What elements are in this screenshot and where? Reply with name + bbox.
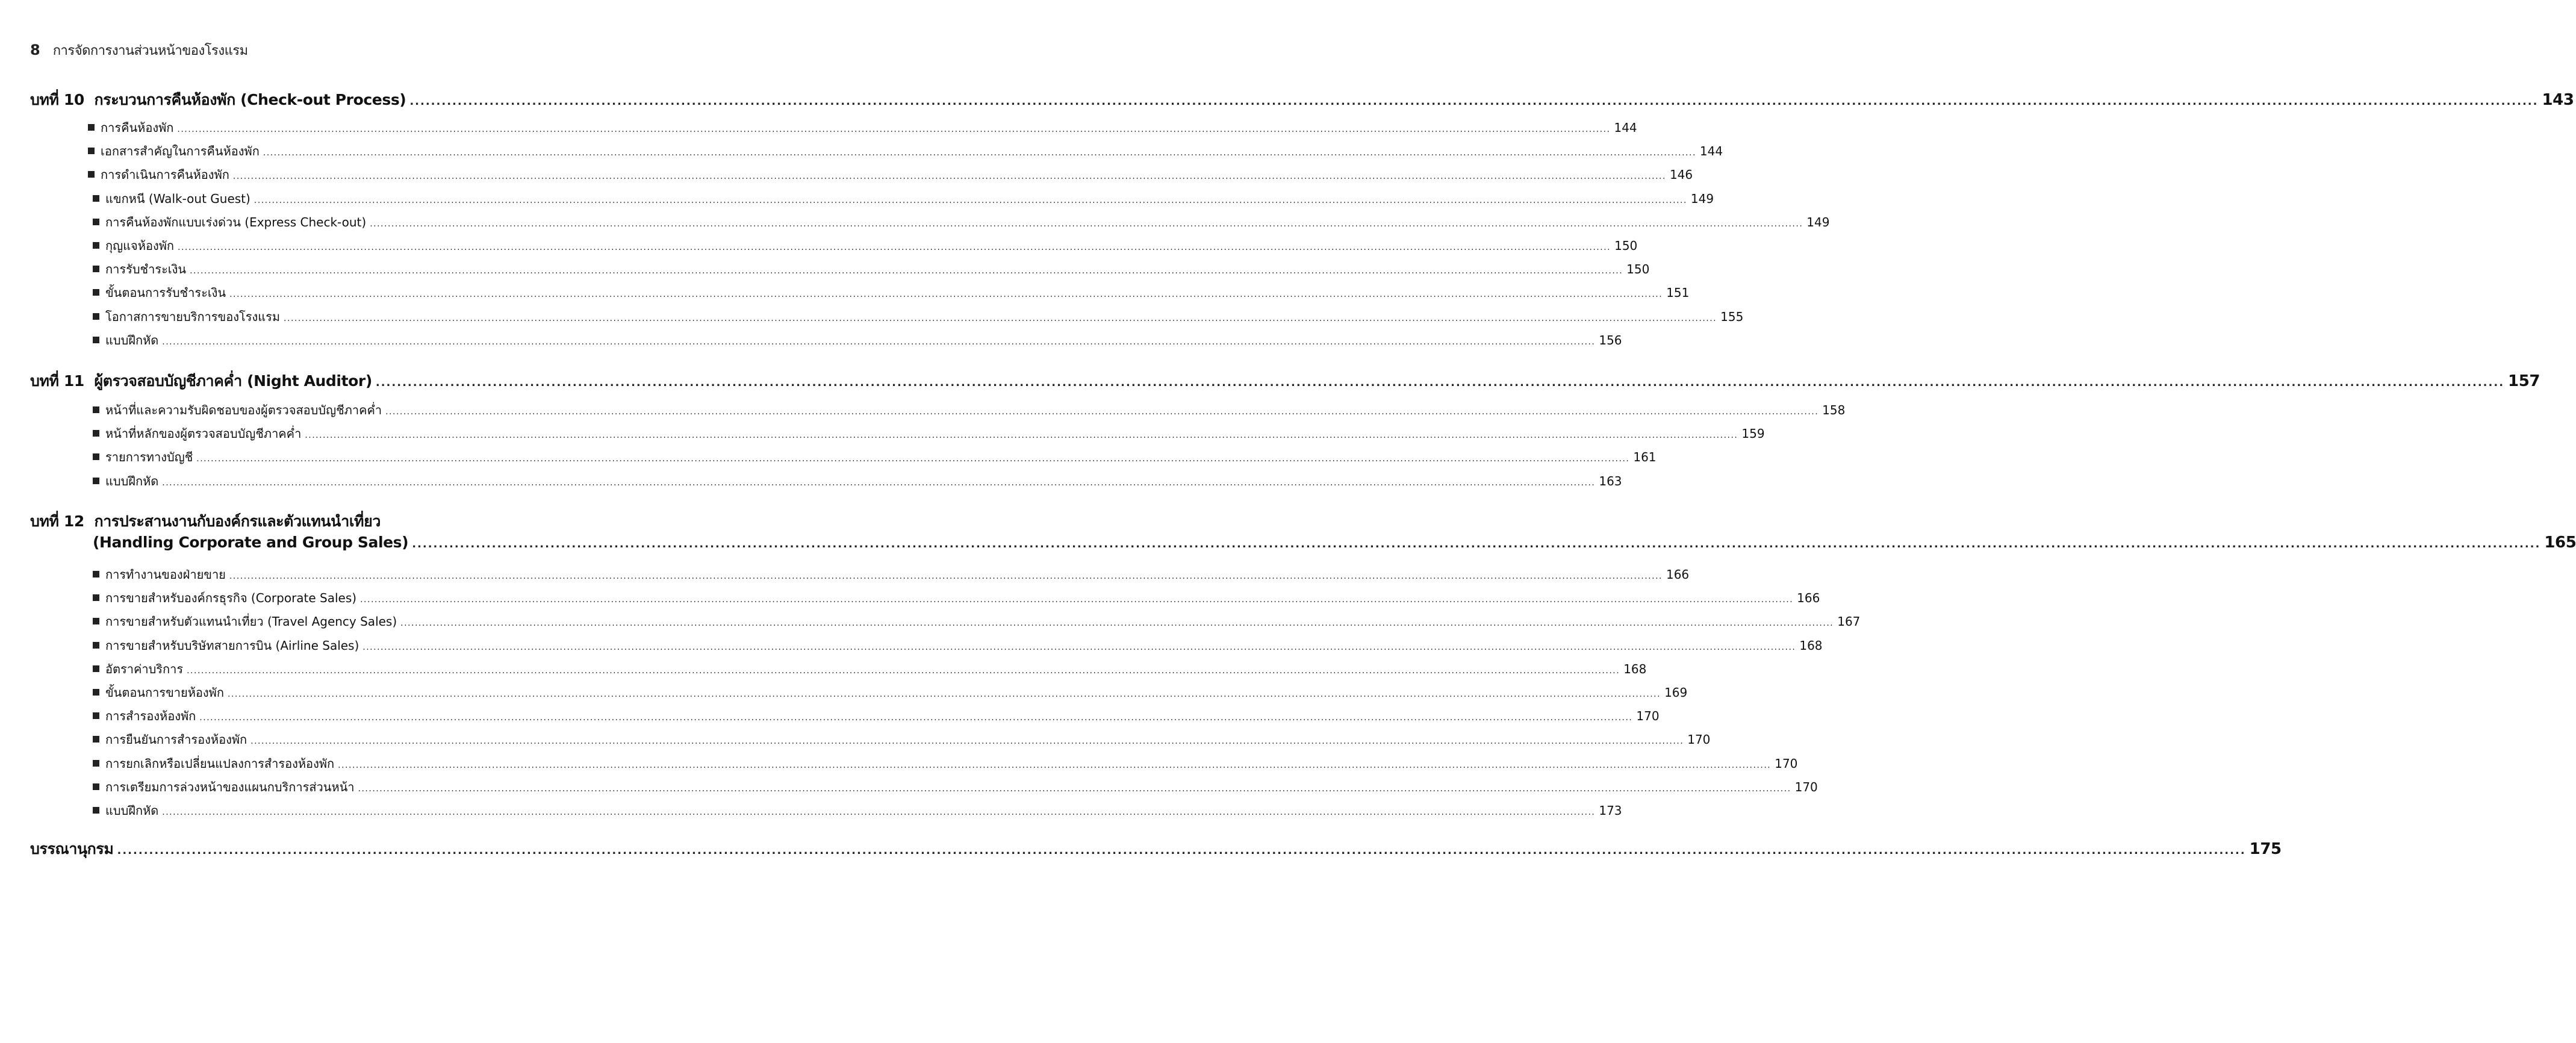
toc-entry xyxy=(93,189,1714,208)
square-bullet-icon xyxy=(88,124,95,131)
square-bullet-icon xyxy=(93,618,99,624)
toc-entry-page-number: 156 xyxy=(1599,332,1622,347)
toc-entry-page-number: 146 xyxy=(1669,167,1693,182)
toc-entry xyxy=(93,260,1650,279)
header-page-number: 8 xyxy=(30,42,40,58)
square-bullet-icon xyxy=(93,195,99,202)
square-bullet-icon xyxy=(93,712,99,719)
square-bullet-icon xyxy=(93,219,99,225)
toc-entry-page-number: 168 xyxy=(1623,661,1647,676)
toc-entry-label: การรับชำระเงิน xyxy=(105,262,187,277)
toc-entry-page-number: 169 xyxy=(1664,685,1688,700)
toc-entry-title xyxy=(93,331,158,350)
dot-leader: ................................................................................................................................................................................................................................................................................................................................................................................................................ xyxy=(250,736,1684,747)
square-bullet-icon xyxy=(93,807,99,814)
toc-entry-label: ขั้นตอนการรับชำระเงิน xyxy=(105,285,226,300)
toc-entry-title xyxy=(93,236,174,255)
chapter-heading xyxy=(30,509,614,534)
toc-entry-page-number: 161 xyxy=(1633,450,1657,465)
toc-entry-label: แบบฝึกหัด xyxy=(105,803,159,818)
toc-entry-label: การยืนยันการสำรองห้องพัก xyxy=(105,732,247,747)
dot-leader: ................................................................................................................................................................................................................................................................................................................................................................................................................ xyxy=(254,195,1687,205)
toc-entry-page-number: 170 xyxy=(1775,756,1798,771)
dot-leader: ................................................................................................................................................................................................................................................................................................................................................................................................................ xyxy=(400,618,1834,629)
toc-entry xyxy=(88,118,1637,137)
toc-entry xyxy=(88,165,1693,184)
toc-entry-label: ขั้นตอนการขายห้องพัก xyxy=(105,685,224,700)
toc-entry-label: แบบฝึกหัด xyxy=(105,332,159,347)
dot-leader: ................................................................................................................................................................................................................................................................................................................................................................................................................ xyxy=(177,125,1611,134)
toc-entry-label: โอกาสการขายบริการของโรงแรม xyxy=(105,309,281,324)
chapter-title xyxy=(30,369,372,393)
chapter-title-line2: (Handling Corporate and Group Sales) xyxy=(93,534,409,551)
toc-entry-label: การเตรียมการล่วงหน้าของแผนกบริการส่วนหน้า xyxy=(105,779,355,794)
toc-entry-title xyxy=(93,730,247,749)
square-bullet-icon xyxy=(93,571,99,578)
toc-entry-title xyxy=(93,636,359,655)
chapter-heading xyxy=(30,88,2574,112)
toc-entry-label: การขายสำหรับตัวแทนนำเที่ยว (Travel Agency Sales) xyxy=(105,614,397,629)
toc-entry-page-number: 149 xyxy=(1690,191,1714,206)
toc-entry xyxy=(93,659,1647,679)
toc-entry xyxy=(93,307,1744,326)
square-bullet-icon xyxy=(93,313,99,320)
toc-entry-page-number: 173 xyxy=(1599,803,1622,818)
toc-entry xyxy=(93,424,1765,443)
square-bullet-icon xyxy=(93,594,99,601)
toc-entry-title xyxy=(93,706,196,726)
dot-leader: ................................................................................................................................................................................................................................................................................................................................................................................................................ xyxy=(162,478,1596,488)
dot-leader: ................................................................................................................................................................................................................................................................................................................................................................................................................ xyxy=(409,95,2539,108)
toc-entry-label: หน้าที่หลักของผู้ตรวจสอบบัญชีภาคค่ำ xyxy=(105,426,302,441)
dot-leader: ................................................................................................................................................................................................................................................................................................................................................................................................................ xyxy=(362,642,1796,652)
toc-entry xyxy=(93,683,1688,702)
dot-leader: ................................................................................................................................................................................................................................................................................................................................................................................................................ xyxy=(412,538,2541,550)
square-bullet-icon xyxy=(93,430,99,437)
dot-leader: ................................................................................................................................................................................................................................................................................................................................................................................................................ xyxy=(178,243,1611,252)
square-bullet-icon xyxy=(88,148,95,154)
toc-entry-title xyxy=(88,165,229,184)
toc-entry xyxy=(93,636,1823,655)
toc-entry-title xyxy=(93,400,382,420)
bibliography-label: บรรณานุกรม xyxy=(30,840,114,858)
chapter-title xyxy=(30,88,406,112)
dot-leader: ................................................................................................................................................................................................................................................................................................................................................................................................................ xyxy=(305,431,1738,441)
toc-entry xyxy=(93,331,1622,350)
toc-entry-title xyxy=(88,118,173,137)
chapter-title-text: ผู้ตรวจสอบบัญชีภาคค่ำ (Night Auditor) xyxy=(94,372,372,390)
chapter-page-number: 143 xyxy=(2542,91,2574,109)
header-book-title: การจัดการงานส่วนหน้าของโรงแรม xyxy=(52,43,248,58)
toc-entry-label: หน้าที่และความรับผิดชอบของผู้ตรวจสอบบัญชีภาคค่ำ xyxy=(105,403,382,417)
toc-entry-title xyxy=(93,307,280,326)
dot-leader: ................................................................................................................................................................................................................................................................................................................................................................................................................ xyxy=(162,337,1596,347)
toc-entry-page-number: 155 xyxy=(1720,309,1744,324)
dot-leader: ................................................................................................................................................................................................................................................................................................................................................................................................................ xyxy=(162,808,1596,817)
toc-entry-page-number: 170 xyxy=(1687,732,1711,747)
toc-entry-label: รายการทางบัญชี xyxy=(105,450,193,465)
toc-entry-label: การคืนห้องพัก xyxy=(101,120,174,135)
toc-entry-page-number: 167 xyxy=(1837,614,1861,629)
chapter-title xyxy=(30,509,381,534)
toc-entry-title xyxy=(93,588,356,608)
toc-entry-title xyxy=(93,777,355,797)
toc-entry xyxy=(93,472,1622,491)
toc-entry xyxy=(93,283,1690,302)
toc-entry xyxy=(93,588,1820,608)
dot-leader: ................................................................................................................................................................................................................................................................................................................................................................................................................ xyxy=(385,407,1819,417)
toc-entry-label: กุญแจห้องพัก xyxy=(105,238,175,253)
dot-leader: ................................................................................................................................................................................................................................................................................................................................................................................................................ xyxy=(190,266,1623,276)
square-bullet-icon xyxy=(93,337,99,343)
toc-entry-label: แขกหนี (Walk-out Guest) xyxy=(105,191,250,206)
square-bullet-icon xyxy=(93,689,99,696)
dot-leader: ................................................................................................................................................................................................................................................................................................................................................................................................................ xyxy=(229,571,1663,581)
toc-entry-page-number: 159 xyxy=(1741,426,1765,441)
toc-entry-title xyxy=(93,447,193,467)
dot-leader: ................................................................................................................................................................................................................................................................................................................................................................................................................ xyxy=(338,760,1772,770)
square-bullet-icon xyxy=(93,266,99,272)
chapter-page-number: 157 xyxy=(2508,372,2540,390)
running-header xyxy=(30,40,248,61)
dot-leader: ................................................................................................................................................................................................................................................................................................................................................................................................................ xyxy=(360,595,1794,605)
toc-entry xyxy=(93,706,1660,726)
toc-entry-title xyxy=(93,754,334,773)
toc-entry-label: การยกเลิกหรือเปลี่ยนแปลงการสำรองห้องพัก xyxy=(105,756,335,771)
square-bullet-icon xyxy=(88,171,95,178)
chapter-heading xyxy=(30,369,2540,393)
toc-entry-page-number: 170 xyxy=(1636,709,1660,724)
dot-leader: ................................................................................................................................................................................................................................................................................................................................................................................................................ xyxy=(117,844,2246,857)
square-bullet-icon xyxy=(93,642,99,649)
dot-leader: ................................................................................................................................................................................................................................................................................................................................................................................................................ xyxy=(370,219,1803,229)
toc-entry xyxy=(93,754,1798,773)
chapter-title-text: กระบวนการคืนห้องพัก (Check-out Process) xyxy=(94,91,406,108)
toc-entry-label: การขายสำหรับบริษัทสายการบิน (Airline Sales) xyxy=(105,638,359,653)
toc-entry-title xyxy=(93,189,250,208)
square-bullet-icon xyxy=(93,783,99,790)
toc-entry-page-number: 166 xyxy=(1797,591,1820,606)
toc-entry xyxy=(93,612,1861,631)
dot-leader: ................................................................................................................................................................................................................................................................................................................................................................................................................ xyxy=(232,172,1666,182)
chapter-title-text: การประสานงานกับองค์กรและตัวแทนนำเที่ยว xyxy=(94,512,381,530)
square-bullet-icon xyxy=(93,406,99,413)
toc-entry-label: แบบฝึกหัด xyxy=(105,473,159,488)
toc-entry-page-number: 163 xyxy=(1599,473,1622,488)
square-bullet-icon xyxy=(93,736,99,743)
dot-leader: ................................................................................................................................................................................................................................................................................................................................................................................................................ xyxy=(284,313,1717,323)
dot-leader: ................................................................................................................................................................................................................................................................................................................................................................................................................ xyxy=(199,713,1633,723)
toc-entry-title xyxy=(93,565,226,584)
dot-leader: ................................................................................................................................................................................................................................................................................................................................................................................................................ xyxy=(358,783,1791,794)
toc-entry-page-number: 149 xyxy=(1806,214,1830,229)
toc-entry-title xyxy=(93,801,158,820)
toc-entry xyxy=(93,400,1846,420)
bibliography-page-number: 175 xyxy=(2249,840,2282,858)
toc-entry-label: การสำรองห้องพัก xyxy=(105,709,196,724)
toc-entry xyxy=(93,801,1622,820)
toc-entry-page-number: 170 xyxy=(1794,779,1818,794)
toc-entry-page-number: 144 xyxy=(1699,144,1723,159)
toc-entry-title xyxy=(93,612,397,631)
toc-entry-title xyxy=(93,472,158,491)
chapter-prefix: บทที่ 10 xyxy=(30,91,84,108)
square-bullet-icon xyxy=(93,760,99,767)
chapter-prefix: บทที่ 11 xyxy=(30,372,84,390)
toc-entry-title xyxy=(88,142,260,161)
toc-entry xyxy=(88,142,1723,161)
chapter-prefix: บทที่ 12 xyxy=(30,512,84,530)
dot-leader: ................................................................................................................................................................................................................................................................................................................................................................................................................ xyxy=(187,665,1620,676)
toc-entry-label: เอกสารสำคัญในการคืนห้องพัก xyxy=(101,144,260,159)
toc-entry-title xyxy=(93,683,224,702)
toc-entry-label: การคืนห้องพักแบบเร่งด่วน (Express Check-out) xyxy=(105,214,367,229)
toc-entry-page-number: 150 xyxy=(1614,238,1638,253)
square-bullet-icon xyxy=(93,478,99,484)
dot-leader: ................................................................................................................................................................................................................................................................................................................................................................................................................ xyxy=(375,376,2505,389)
toc-entry-title xyxy=(93,260,186,279)
toc-entry-page-number: 144 xyxy=(1614,120,1637,135)
chapter-heading-line2 xyxy=(93,534,2576,552)
toc-entry-page-number: 150 xyxy=(1626,262,1650,277)
dot-leader: ................................................................................................................................................................................................................................................................................................................................................................................................................ xyxy=(227,690,1661,699)
toc-entry xyxy=(93,730,1711,749)
toc-entry xyxy=(93,565,1690,584)
toc-entry xyxy=(93,447,1657,467)
toc-entry xyxy=(93,213,1830,232)
toc-entry xyxy=(93,236,1638,255)
toc-entry-label: การดำเนินการคืนห้องพัก xyxy=(101,167,229,182)
toc-entry xyxy=(93,777,1818,797)
toc-entry-page-number: 158 xyxy=(1822,403,1846,417)
toc-entry-title xyxy=(93,659,183,679)
toc-entry-page-number: 166 xyxy=(1666,567,1690,582)
toc-entry-label: การทำงานของฝ่ายขาย xyxy=(105,567,226,582)
toc-entry-label: อัตราค่าบริการ xyxy=(105,661,184,676)
toc-entry-label: การขายสำหรับองค์กรธุรกิจ (Corporate Sales) xyxy=(105,591,357,606)
bibliography-heading xyxy=(30,837,2282,861)
toc-entry-page-number: 151 xyxy=(1666,285,1690,300)
dot-leader: ................................................................................................................................................................................................................................................................................................................................................................................................................ xyxy=(196,454,1630,464)
square-bullet-icon xyxy=(93,453,99,460)
square-bullet-icon xyxy=(93,242,99,249)
square-bullet-icon xyxy=(93,665,99,672)
chapter-page-number: 165 xyxy=(2544,534,2576,552)
toc-entry-title xyxy=(93,213,366,232)
toc-entry-title xyxy=(93,283,226,302)
dot-leader: ................................................................................................................................................................................................................................................................................................................................................................................................................ xyxy=(229,290,1663,300)
square-bullet-icon xyxy=(93,289,99,296)
dot-leader: ................................................................................................................................................................................................................................................................................................................................................................................................................ xyxy=(263,148,1696,158)
toc-entry-title xyxy=(93,424,301,443)
toc-entry-page-number: 168 xyxy=(1799,638,1823,653)
